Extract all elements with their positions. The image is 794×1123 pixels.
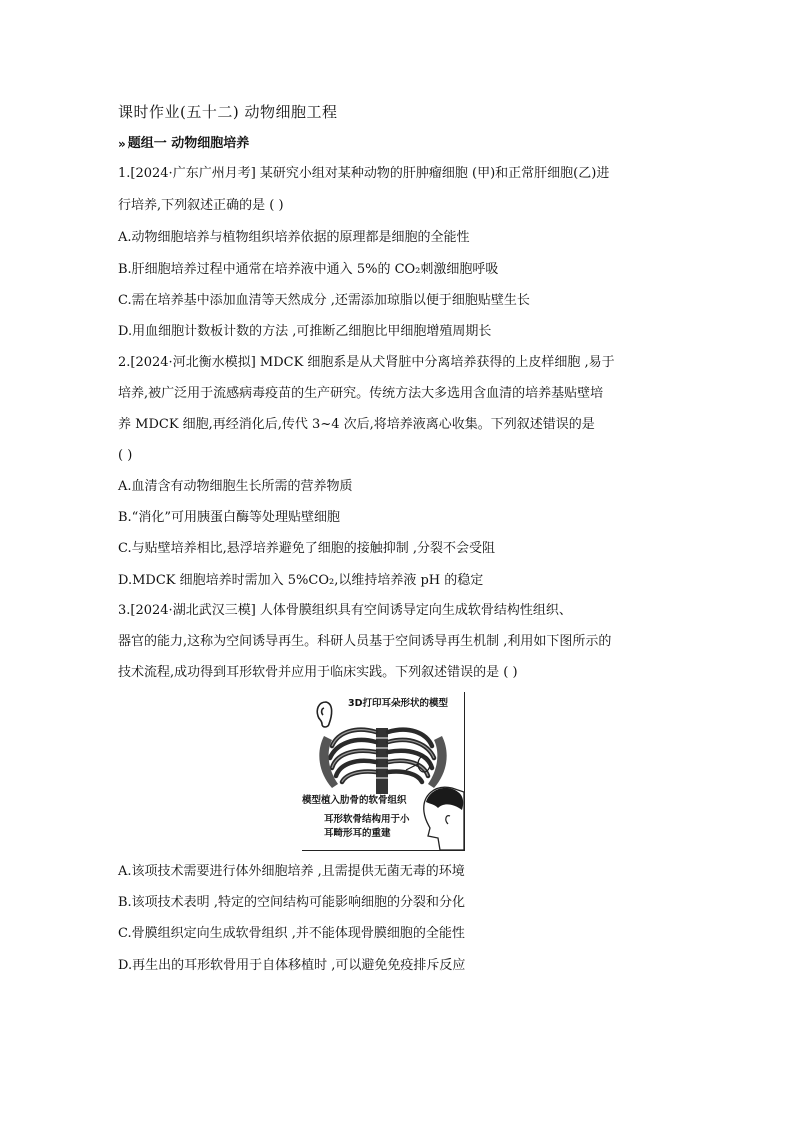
figure-label-reconstruction-1: 耳形软骨结构用于小 [324, 814, 410, 825]
figure-label-implant: 模型植入肋骨的软骨组织 [302, 795, 407, 806]
q3-stem-line-3: 技术流程,成功得到耳形软骨并应用于临床实践。下列叙述错误的是 ( ) [118, 665, 518, 680]
q1-option-a: A.动物细胞培养与植物组织培养依据的原理都是细胞的全能性 [118, 230, 470, 245]
q3-stem-line-2: 器官的能力,这称为空间诱导再生。科研人员基于空间诱导再生机制 ,利用如下图所示的 [118, 634, 612, 649]
q3-option-d: D.再生出的耳形软骨用于自体移植时 ,可以避免免疫排斥反应 [118, 958, 466, 973]
q3-option-c: C.骨膜组织定向生成软骨组织 ,并不能体现骨膜细胞的全能性 [118, 926, 465, 941]
ribcage-illustration [302, 692, 464, 850]
q1-stem-line-2: 行培养,下列叙述正确的是 ( ) [118, 198, 284, 213]
q2-answer-blank: ( ) [118, 448, 133, 463]
page-title: 课时作业(五十二) 动物细胞工程 [118, 103, 338, 121]
q2-option-a: A.血清含有动物细胞生长所需的营养物质 [118, 479, 353, 494]
section-heading [118, 136, 249, 152]
q1-option-c: C.需在培养基中添加血清等天然成分 ,还需添加琼脂以便于细胞贴壁生长 [118, 293, 530, 308]
q2-stem-line-1: 2.[2024·河北衡水模拟] MDCK 细胞系是从犬肾脏中分离培养获得的上皮样细胞 ,易于 [118, 355, 615, 370]
q2-option-b: B.“消化”可用胰蛋白酶等处理贴壁细胞 [118, 510, 340, 525]
q3-option-b: B.该项技术表明 ,特定的空间结构可能影响细胞的分裂和分化 [118, 895, 465, 910]
q1-stem-line-1: 1.[2024·广东广州月考] 某研究小组对某种动物的肝肿瘤细胞 (甲)和正常肝细胞(乙)进 [118, 166, 610, 181]
q3-stem-line-1: 3.[2024·湖北武汉三模] 人体骨膜组织具有空间诱导定向生成软骨结构性组织、 [118, 603, 572, 618]
figure-label-3d-model: 3D打印耳朵形状的模型 [348, 698, 448, 709]
section-label: 题组一 动物细胞培养 [127, 136, 250, 151]
q2-option-c: C.与贴壁培养相比,悬浮培养避免了细胞的接触抑制 ,分裂不会受阻 [118, 541, 496, 556]
head-icon [424, 787, 464, 850]
q2-option-d: D.MDCK 细胞培养时需加入 5%CO₂,以维持培养液 pH 的稳定 [118, 573, 484, 588]
q2-stem-line-3: 养 MDCK 细胞,再经消化后,传代 3~4 次后,将培养液离心收集。下列叙述错误的是 [118, 417, 595, 432]
q2-stem-line-2: 培养,被广泛用于流感病毒疫苗的生产研究。传统方法大多选用含血清的培养基贴壁培 [118, 386, 604, 401]
q1-option-b: B.肝细胞培养过程中通常在培养液中通入 5%的 CO₂刺激细胞呼吸 [118, 262, 499, 277]
q1-option-d: D.用血细胞计数板计数的方法 ,可推断乙细胞比甲细胞增殖周期长 [118, 324, 492, 339]
figure-label-reconstruction-2: 耳畸形耳的重建 [324, 828, 391, 839]
ear-icon [317, 702, 331, 727]
ear-cartilage-figure [302, 692, 465, 851]
double-chevron-icon: » [118, 137, 122, 151]
q3-option-a: A.该项技术需要进行体外细胞培养 ,且需提供无菌无毒的环境 [118, 864, 465, 879]
